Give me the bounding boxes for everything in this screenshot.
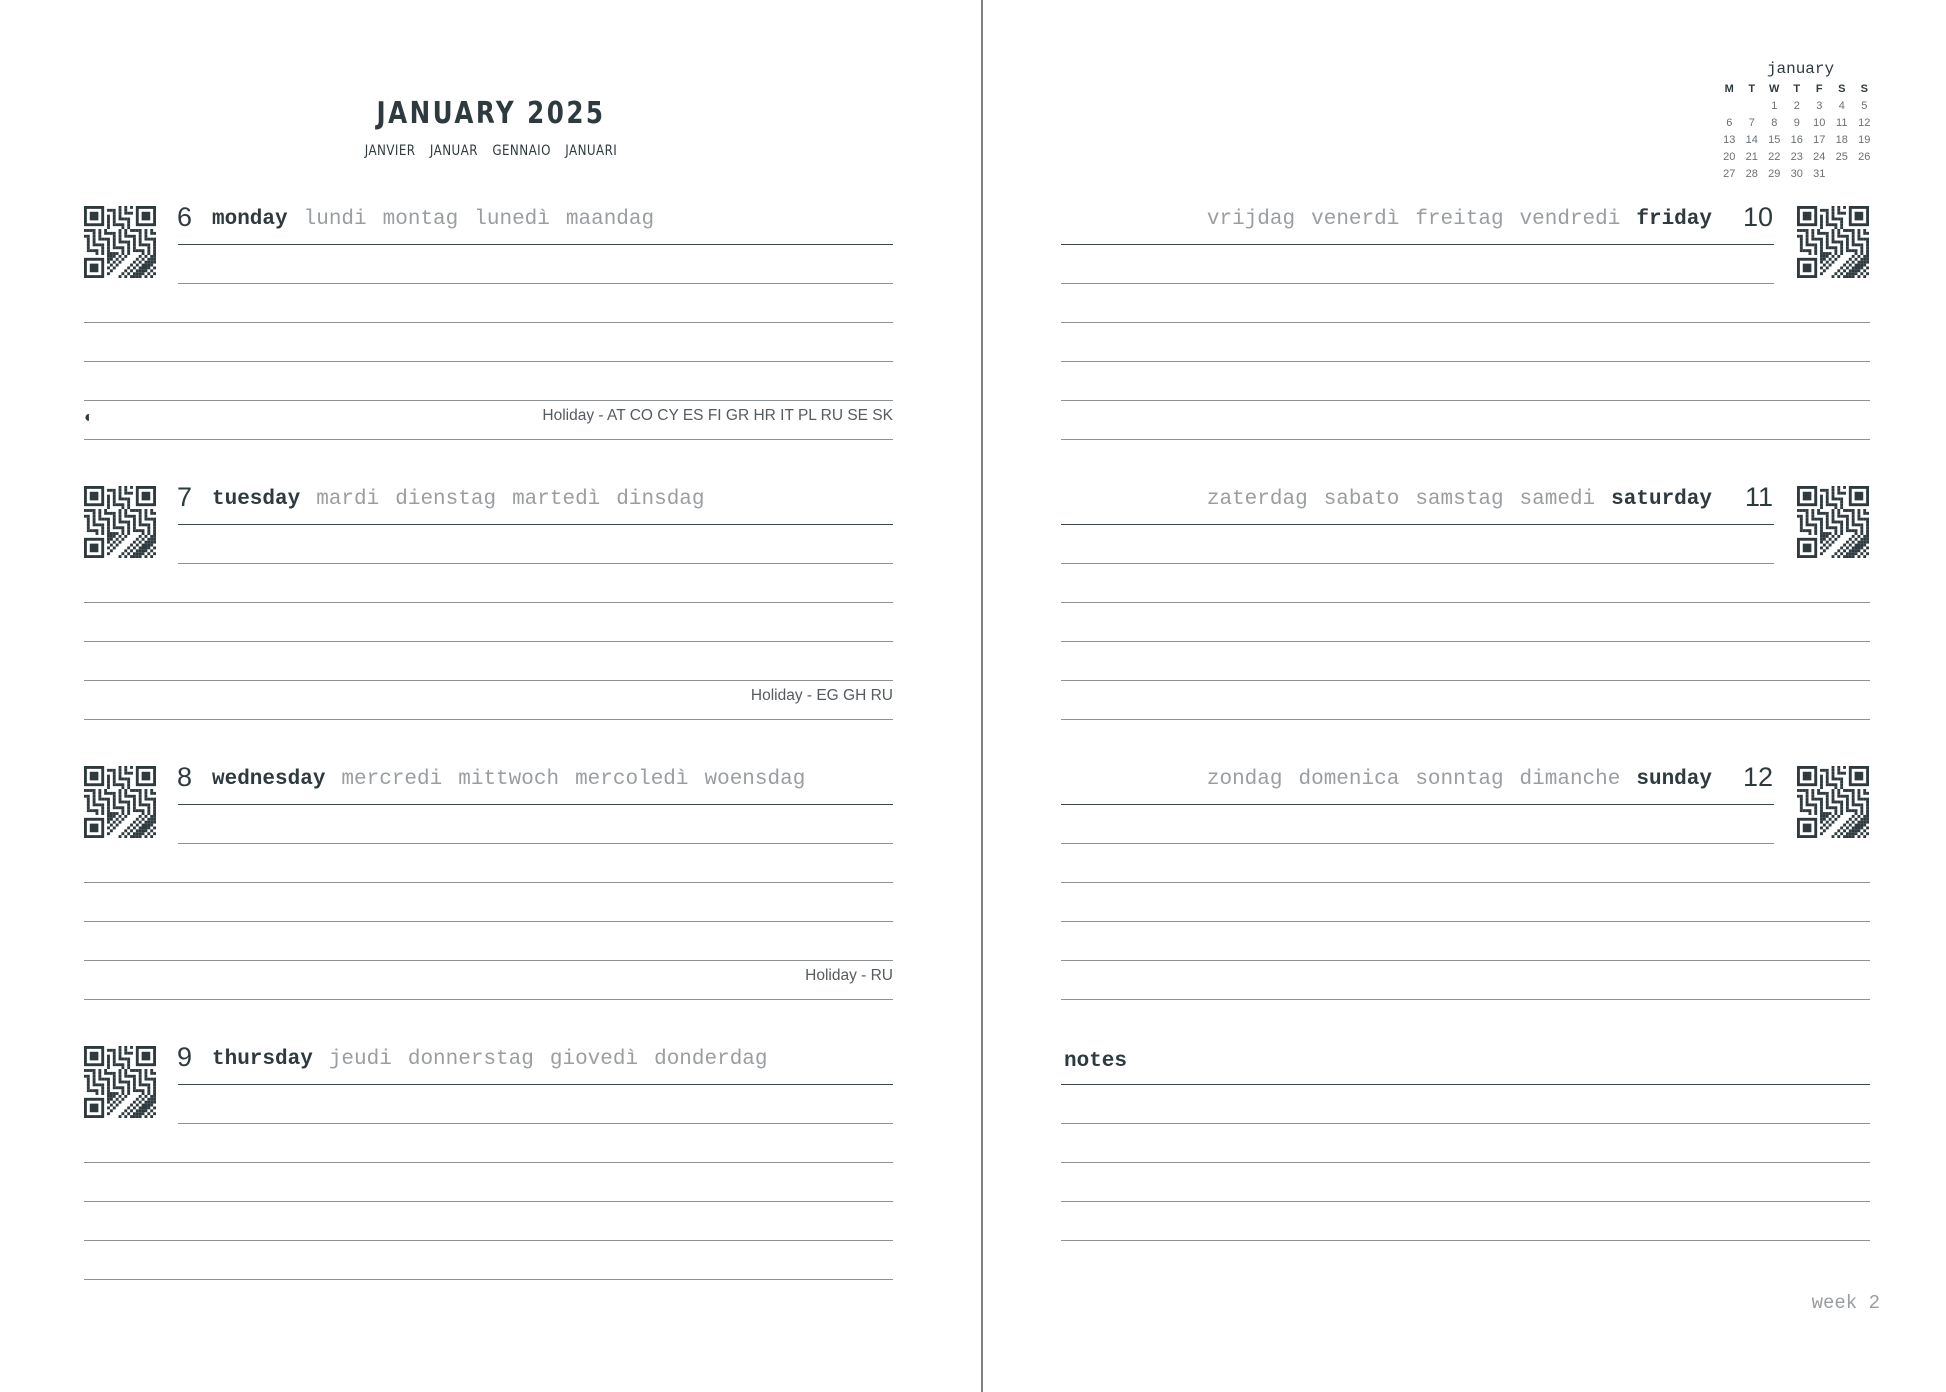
day-header-rule xyxy=(178,804,893,805)
day-number: 12 xyxy=(1742,762,1773,792)
month-translation: JANVIER xyxy=(364,143,416,159)
ruled-line xyxy=(84,1240,893,1241)
qr-code-icon xyxy=(1797,206,1869,278)
ruled-line xyxy=(1061,641,1870,642)
ruled-line xyxy=(84,1279,893,1280)
mini-calendar-weekday: T xyxy=(1748,83,1756,95)
mini-calendar-day: 29 xyxy=(1768,168,1781,180)
mini-calendar-blank xyxy=(1718,99,1741,114)
mini-calendar-weekday: M xyxy=(1724,83,1734,95)
month-translation: JANUAR xyxy=(429,143,478,159)
mini-calendar-day: 4 xyxy=(1838,100,1845,112)
ruled-line xyxy=(84,641,893,642)
day-name-translation: montag xyxy=(382,208,459,231)
day-name-translation: sonntag xyxy=(1415,768,1504,791)
day-header-rule xyxy=(1061,244,1774,245)
moon-phase-icon: ◐ xyxy=(84,409,94,426)
day-header xyxy=(1207,488,1728,511)
day-name: wednesday xyxy=(212,768,326,791)
day-name-translation: maandag xyxy=(565,208,655,231)
holiday-note: Holiday - AT CO CY ES FI GR HR IT PL RU SE SK xyxy=(542,407,893,424)
ruled-line xyxy=(1061,843,1774,844)
qr-code-icon xyxy=(84,766,156,838)
ruled-line xyxy=(1061,1201,1870,1202)
mini-calendar xyxy=(1718,60,1883,182)
day-name-translation: vrijdag xyxy=(1206,208,1296,231)
mini-calendar-day: 17 xyxy=(1813,134,1826,146)
day-header xyxy=(212,488,721,511)
ruled-line xyxy=(84,960,893,961)
day-header-rule xyxy=(1061,524,1774,525)
mini-calendar-weekday: F xyxy=(1815,83,1823,95)
notes-header-rule xyxy=(1061,1084,1870,1085)
month-translation: JANUARI xyxy=(565,143,618,159)
mini-calendar-day: 5 xyxy=(1861,100,1868,112)
month-translations xyxy=(74,143,909,159)
day-number: 6 xyxy=(177,202,193,232)
mini-calendar-day: 6 xyxy=(1726,117,1733,129)
day-number: 11 xyxy=(1744,482,1773,512)
ruled-line xyxy=(84,719,893,720)
ruled-line xyxy=(84,322,893,323)
ruled-line xyxy=(1061,322,1870,323)
mini-calendar-day: 9 xyxy=(1793,117,1800,129)
mini-calendar-day: 28 xyxy=(1745,168,1758,180)
month-translation: GENNAIO xyxy=(492,143,551,159)
mini-calendar-day: 18 xyxy=(1835,134,1848,146)
qr-code-icon xyxy=(84,1046,156,1118)
ruled-line xyxy=(1061,602,1870,603)
day-name: thursday xyxy=(212,1048,313,1071)
ruled-line xyxy=(1061,999,1870,1000)
day-name-translation: freitag xyxy=(1415,208,1504,231)
mini-calendar-day: 31 xyxy=(1813,168,1826,180)
day-name: sunday xyxy=(1636,768,1712,791)
day-header xyxy=(212,208,670,231)
day-name-translation: mercredi xyxy=(341,768,443,791)
qr-code-icon xyxy=(84,486,156,558)
day-name-translation: donnerstag xyxy=(407,1048,534,1071)
mini-calendar-day: 3 xyxy=(1816,100,1823,112)
ruled-line xyxy=(84,439,893,440)
mini-calendar-title: january xyxy=(1766,60,1835,78)
mini-calendar-day: 2 xyxy=(1793,100,1800,112)
mini-calendar-day: 10 xyxy=(1813,117,1826,129)
day-number: 9 xyxy=(177,1042,193,1072)
day-name-translation: dimanche xyxy=(1519,768,1621,791)
mini-calendar-day: 13 xyxy=(1723,134,1736,146)
day-name-translation: vendredi xyxy=(1519,208,1621,231)
ruled-line xyxy=(84,400,893,401)
month-title: JANUARY 2025 xyxy=(376,96,606,131)
holiday-note: Holiday - RU xyxy=(805,967,893,984)
day-header xyxy=(212,768,821,791)
mini-calendar-day: 12 xyxy=(1858,117,1871,129)
ruled-line xyxy=(1061,563,1774,564)
day-name-translation: domenica xyxy=(1298,768,1400,791)
ruled-line xyxy=(84,602,893,603)
ruled-line xyxy=(84,361,893,362)
ruled-line xyxy=(1061,439,1870,440)
ruled-line xyxy=(178,283,893,284)
day-header-rule xyxy=(1061,804,1774,805)
mini-calendar-grid xyxy=(1718,82,1883,182)
day-header xyxy=(1207,208,1728,231)
day-name-translation: giovedì xyxy=(549,1048,639,1071)
day-name-translation: woensdag xyxy=(704,768,806,791)
qr-code-icon xyxy=(1797,486,1869,558)
ruled-line xyxy=(1061,283,1774,284)
day-header xyxy=(1207,768,1728,791)
mini-calendar-day: 1 xyxy=(1771,100,1778,112)
mini-calendar-day: 23 xyxy=(1790,151,1803,163)
day-name-translation: samedi xyxy=(1519,488,1596,511)
ruled-line xyxy=(1061,361,1870,362)
day-name-translation: zondag xyxy=(1206,768,1283,791)
ruled-line xyxy=(84,999,893,1000)
mini-calendar-day: 30 xyxy=(1790,168,1803,180)
ruled-line xyxy=(84,882,893,883)
mini-calendar-weekday: S xyxy=(1838,83,1846,95)
notes-label: notes xyxy=(1064,1050,1128,1073)
day-name-translation: lunedì xyxy=(474,208,550,231)
mini-calendar-weekday: S xyxy=(1860,83,1868,95)
day-name-translation: dienstag xyxy=(395,488,497,511)
ruled-line xyxy=(1061,719,1870,720)
day-name-translation: samstag xyxy=(1415,488,1504,511)
mini-calendar-blank xyxy=(1741,99,1764,114)
day-name-translation: donderdag xyxy=(654,1048,768,1071)
mini-calendar-day: 14 xyxy=(1745,134,1758,146)
ruled-line xyxy=(1061,921,1870,922)
mini-calendar-day: 19 xyxy=(1858,134,1871,146)
ruled-line xyxy=(1061,1162,1870,1163)
mini-calendar-day: 8 xyxy=(1771,117,1778,129)
day-name-translation: dinsdag xyxy=(616,488,705,511)
mini-calendar-day: 20 xyxy=(1723,151,1736,163)
holiday-note: Holiday - EG GH RU xyxy=(750,687,893,704)
mini-calendar-day: 27 xyxy=(1723,168,1736,180)
day-header-rule xyxy=(178,524,893,525)
day-name-translation: zaterdag xyxy=(1206,488,1308,511)
mini-calendar-weekday: W xyxy=(1769,83,1780,95)
ruled-line xyxy=(84,1162,893,1163)
day-number: 7 xyxy=(177,482,193,512)
day-name: friday xyxy=(1636,208,1712,231)
day-header xyxy=(212,1048,784,1071)
mini-calendar-day: 22 xyxy=(1768,151,1781,163)
day-header-rule xyxy=(178,1084,893,1085)
ruled-line xyxy=(178,843,893,844)
day-name-translation: jeudi xyxy=(328,1048,392,1071)
day-name: tuesday xyxy=(212,488,301,511)
ruled-line xyxy=(84,680,893,681)
ruled-line xyxy=(84,1201,893,1202)
day-name-translation: lundi xyxy=(303,208,367,231)
mini-calendar-day: 25 xyxy=(1835,151,1848,163)
ruled-line xyxy=(178,563,893,564)
qr-code-icon xyxy=(84,206,156,278)
ruled-line xyxy=(1061,1123,1870,1124)
mini-calendar-day: 15 xyxy=(1768,134,1781,146)
ruled-line xyxy=(178,1123,893,1124)
mini-calendar-day: 26 xyxy=(1858,151,1871,163)
ruled-line xyxy=(1061,1240,1870,1241)
mini-calendar-day: 21 xyxy=(1745,151,1758,163)
ruled-line xyxy=(1061,400,1870,401)
day-header-rule xyxy=(178,244,893,245)
day-name-translation: martedì xyxy=(512,488,601,511)
week-label: week 2 xyxy=(1811,1292,1880,1314)
ruled-line xyxy=(84,921,893,922)
ruled-line xyxy=(1061,960,1870,961)
day-name-translation: sabato xyxy=(1323,488,1400,511)
mini-calendar-day: 16 xyxy=(1790,134,1803,146)
day-name: saturday xyxy=(1611,488,1712,511)
mini-calendar-day: 11 xyxy=(1836,117,1848,129)
qr-code-icon xyxy=(1797,766,1869,838)
ruled-line xyxy=(1061,882,1870,883)
day-name-translation: mittwoch xyxy=(458,768,560,791)
day-name-translation: mardi xyxy=(316,488,380,511)
day-name-translation: venerdì xyxy=(1311,208,1400,231)
mini-calendar-day: 24 xyxy=(1813,151,1826,163)
day-number: 10 xyxy=(1742,202,1773,232)
mini-calendar-weekday: T xyxy=(1793,83,1801,95)
day-name-translation: mercoledì xyxy=(575,768,689,791)
mini-calendar-day: 7 xyxy=(1748,117,1755,129)
day-number: 8 xyxy=(177,762,193,792)
ruled-line xyxy=(1061,680,1870,681)
day-name: monday xyxy=(212,208,288,231)
